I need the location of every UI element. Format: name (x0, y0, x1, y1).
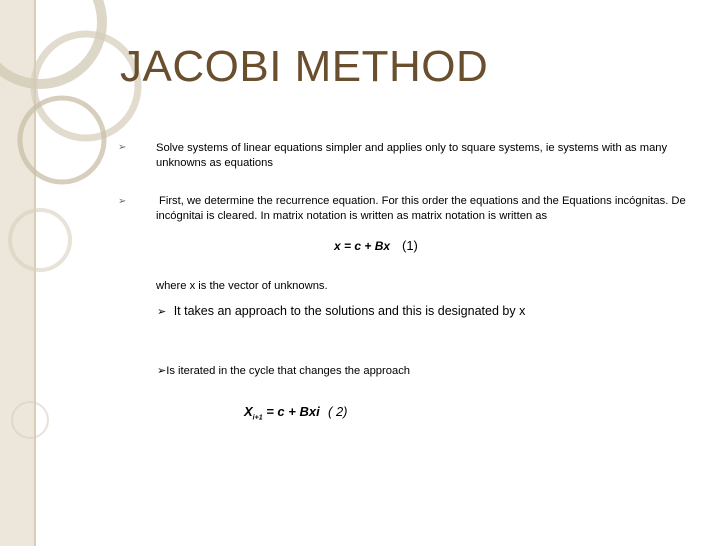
slide-title: JACOBI METHOD (120, 42, 489, 91)
sub-bullet-1-text: It takes an approach to the solutions and this is designated by x (173, 304, 526, 318)
sub-bullet-2-text: Is iterated in the cycle that changes the approach (166, 365, 411, 377)
equation-2-number: ( 2) (328, 404, 348, 419)
equation-1: x = c + Bx (334, 239, 391, 253)
equation-1-number: (1) (402, 238, 418, 253)
arrow-bullet-icon: ➢ (157, 365, 167, 377)
arrow-bullet-icon: ➢ (157, 306, 167, 318)
bullet-text-2: First, we determine the recurrence equation. For this order the equations and the Equations incógnitas. De incógnitai is cleared. In matrix notation is written as matrix notation is written as (156, 195, 686, 222)
equation-2-subscript: i+1 (252, 414, 263, 422)
bullet-text-1: Solve systems of linear equations simpler and applies only to square systems, ie systems with as many unknowns as equations (156, 142, 668, 169)
arrow-bullet-icon: ➢ (118, 142, 127, 153)
equation-2 (244, 404, 320, 422)
sub-bullet-1 (157, 304, 525, 318)
equation-2-lhs: X (244, 404, 253, 419)
where-text: where x is the vector of unknowns. (156, 280, 328, 292)
sub-bullet-2 (157, 364, 410, 377)
equation-2-rhs: = c + Bxi (262, 404, 320, 419)
arrow-bullet-icon: ➢ (118, 196, 127, 207)
